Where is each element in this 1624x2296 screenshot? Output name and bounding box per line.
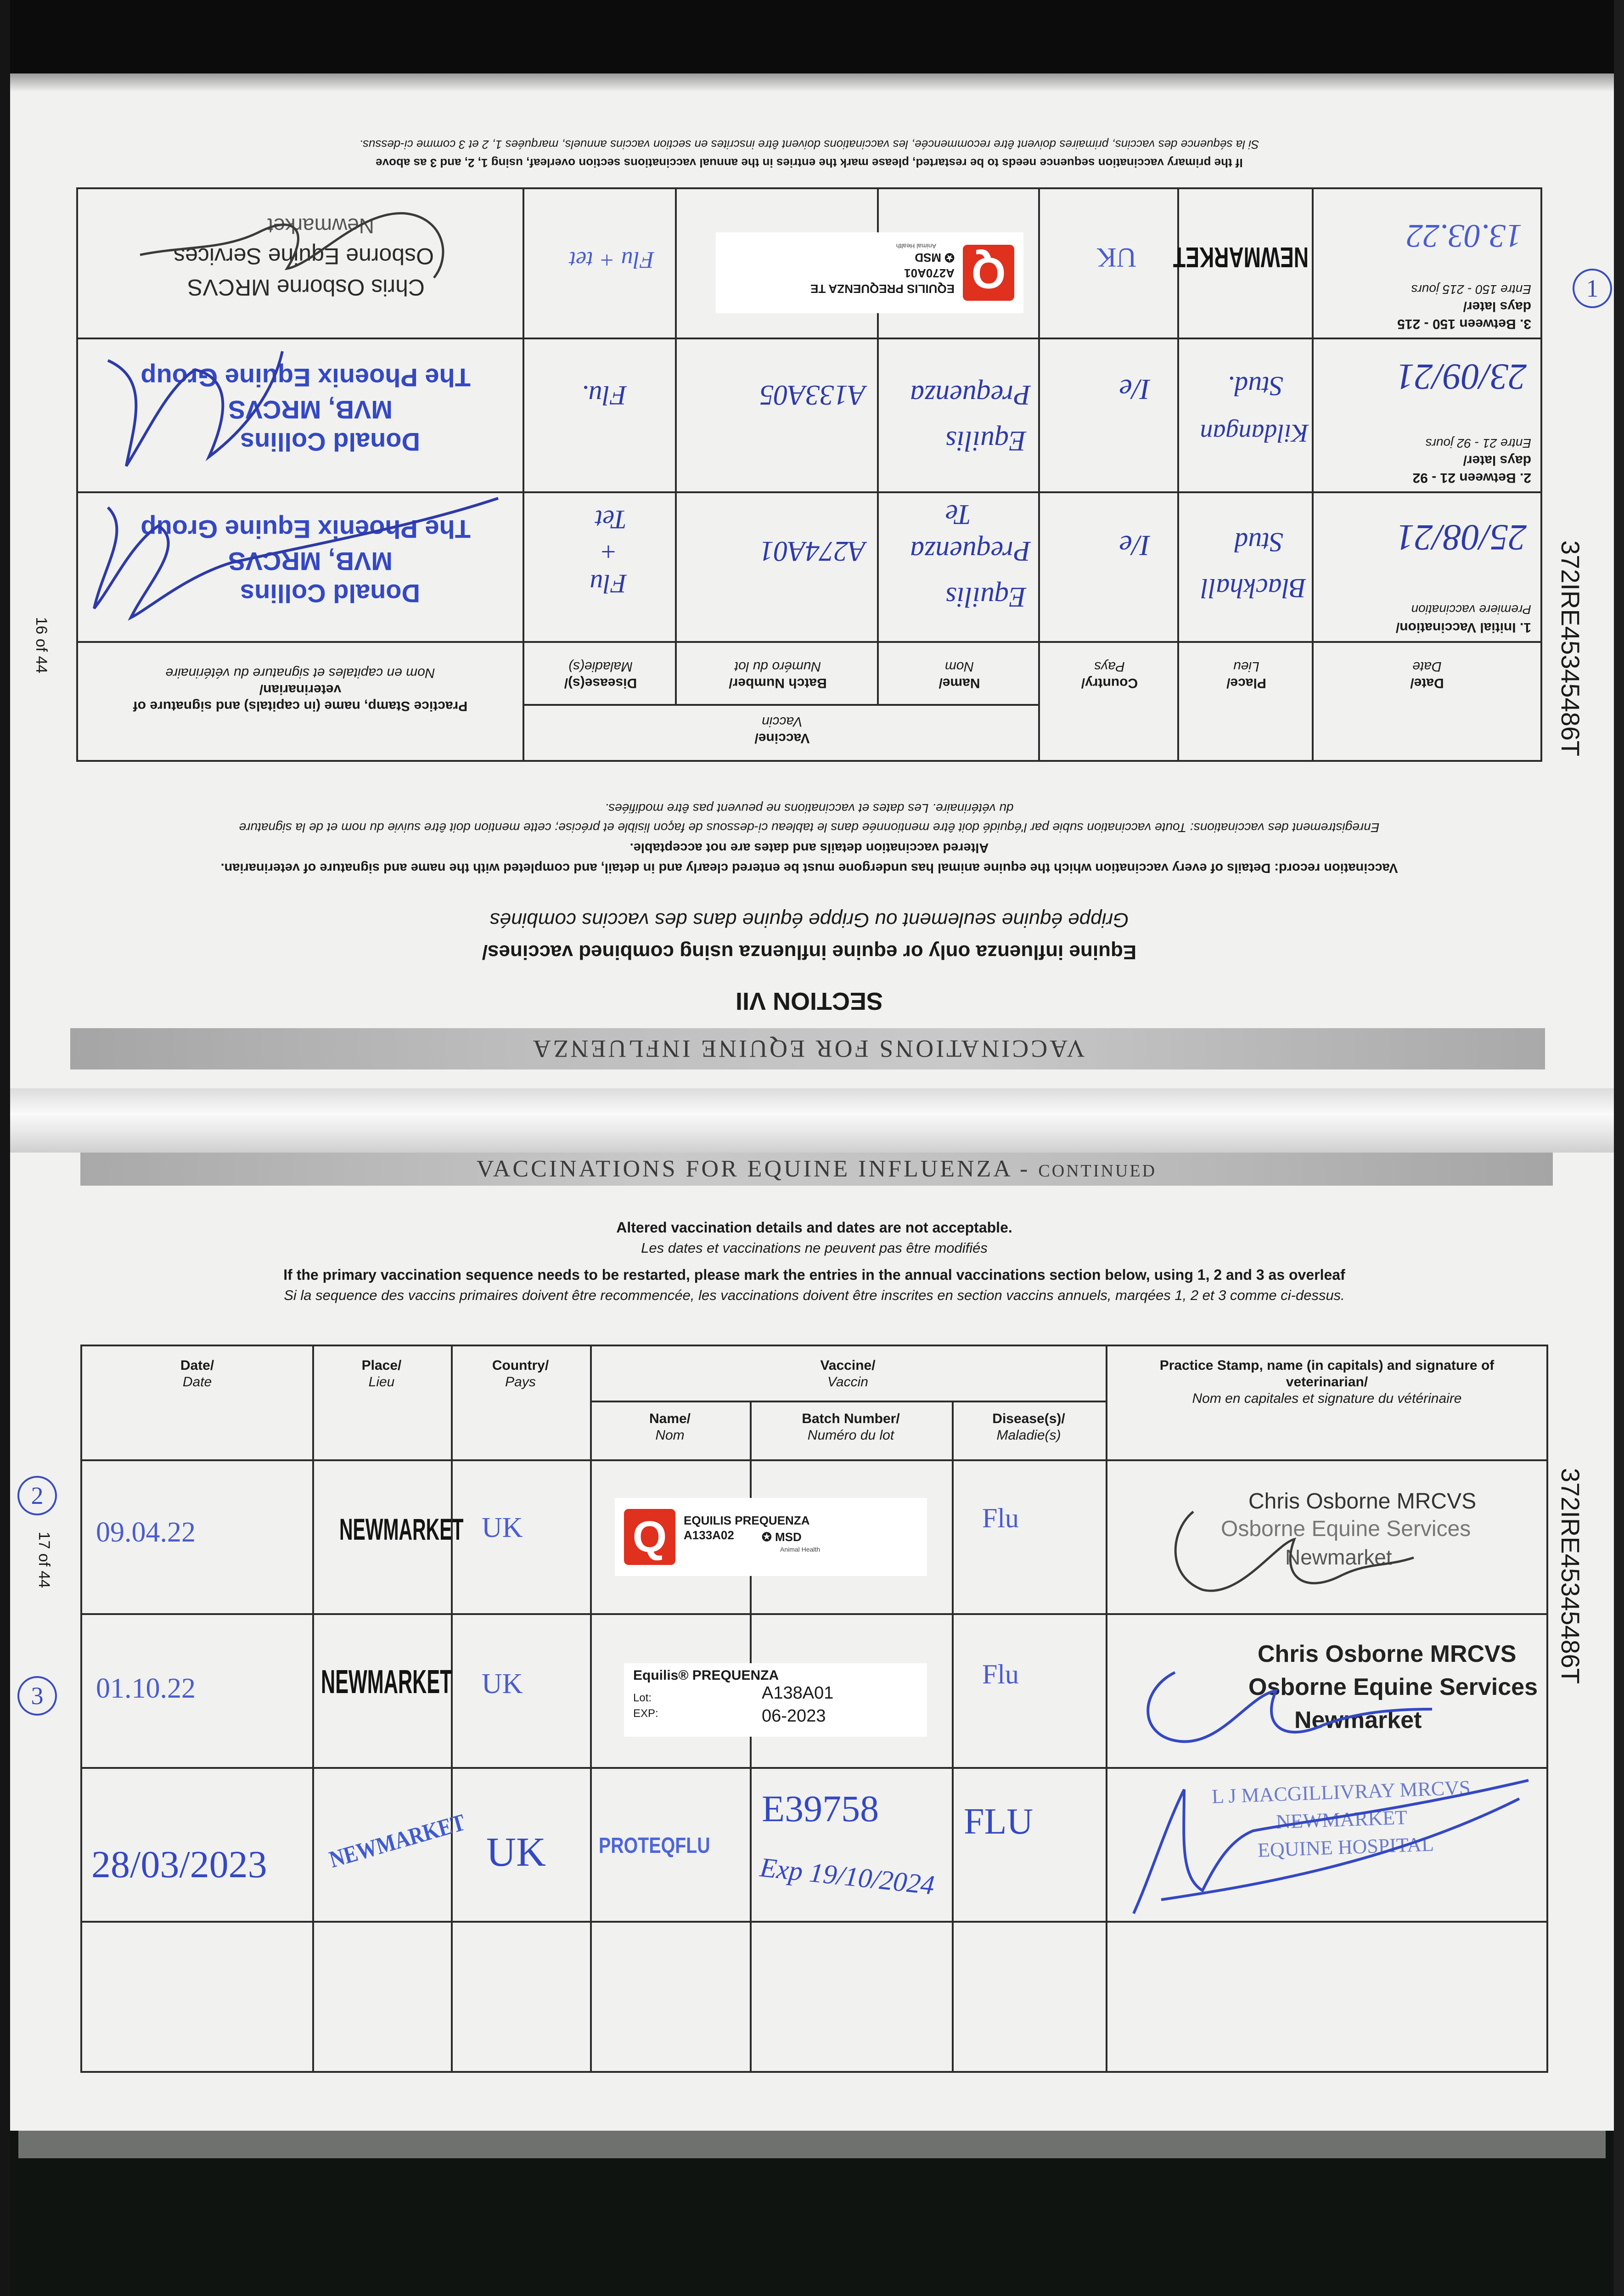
date-2: 23/09/21	[1396, 356, 1527, 397]
vaccine-3-stamp: PROTEQFLU	[599, 1834, 710, 1858]
signature	[85, 195, 461, 319]
country-3: UK	[1096, 242, 1136, 273]
header-country: Country/ Pays	[1081, 659, 1138, 691]
q-logo-icon: Q	[624, 1509, 675, 1565]
header-disease: Disease(s)/ Maladie(s)	[992, 1411, 1065, 1443]
page-number-17: 17 of 44	[35, 1531, 53, 1588]
date-1: 25/08/21	[1396, 517, 1527, 557]
marker-3: 3	[17, 1676, 57, 1716]
page-number-16: 16 of 44	[33, 617, 50, 674]
scan-edge-top	[0, 0, 1624, 73]
header-practice: Practice Stamp, name (in capitals) and signature of veterinarian/ Nom en capitales et signature du vétérinaire	[1159, 1358, 1495, 1406]
vet-stamp-2-name: Chris Osborne MRCVS	[1258, 1641, 1517, 1667]
vet-stamp-1-name: Donald Collins	[240, 579, 420, 608]
sticker-batch: A138A01	[762, 1683, 834, 1703]
disease-1a: Flu	[590, 569, 627, 599]
disease-2: Flu	[982, 1659, 1019, 1689]
row-label-initial: 1. Initial Vaccination/	[1395, 620, 1531, 635]
header-batch: Batch Number/ Numéro du lot	[729, 659, 827, 691]
row-label-second-days: days later/	[1463, 453, 1531, 468]
footer-fr: Si la séquence des vaccins, primaires doivent être recommencée, les vaccinations doivent être inscrites en section vaccins annuels, marquées 1, 2 et 3 comme ci-dessus.	[359, 138, 1259, 152]
date-2: 01.10.22	[96, 1673, 196, 1704]
batch-2: A133A05	[759, 379, 865, 411]
header-date: Date/ Date	[1410, 659, 1444, 691]
sticker-lot-label: Lot:	[633, 1692, 652, 1704]
q-logo-icon: Q	[963, 245, 1014, 301]
vet-stamp-3-town: Newmarket	[267, 214, 374, 238]
vet-stamp-3-town: NEWMARKET	[1276, 1806, 1408, 1833]
country-2: UK	[482, 1668, 523, 1699]
row-label-third: 3. Between 150 - 215	[1397, 316, 1531, 332]
msd-logo-icon: ✪ MSD	[762, 1530, 802, 1544]
place-1a: Blackhall	[1201, 573, 1306, 603]
page-fold	[10, 1088, 1614, 1153]
vet-stamp-3-practice: Osborne Equine Services	[174, 243, 434, 269]
page17-banner: VACCINATIONS FOR EQUINE INFLUENZA - CONTINUED	[80, 1153, 1553, 1186]
disease-2: Flu.	[581, 380, 627, 411]
disease-1b: +	[599, 537, 618, 567]
subtitle-fr: Grippe équine seulement ou Grippe équine dans des vaccins combinés	[489, 909, 1129, 931]
header-batch: Batch Number/ Numéro du lot	[802, 1411, 900, 1443]
batch-1: A274A01	[759, 535, 865, 567]
restart-fr: Si la sequence des vaccins primaires doivent être recommencée, les vaccinations doivent être inscrites en section vaccins annuels, marqées 1, 2 et 3 comme ci-dessus.	[284, 1287, 1345, 1303]
header-vaccine: Vaccine/ Vaccin	[754, 714, 810, 746]
vet-stamp-1-town: Newmarket	[1285, 1545, 1392, 1569]
footer-en: If the primary vaccination sequence needs to be restarted, please mark the entries in the annual vaccinations section overleaf, using 1, 2, and 3 as above	[376, 156, 1243, 170]
header-vaccine: Vaccine/ Vaccin	[820, 1358, 876, 1390]
signature	[76, 489, 507, 636]
batch-3: E39758	[762, 1788, 879, 1829]
vet-stamp-1-practice: Osborne Equine Services	[1221, 1517, 1471, 1541]
msd-subtitle: Animal Health	[780, 1546, 820, 1553]
country-1: UK	[482, 1512, 523, 1543]
place-1-stamp: NEWMARKET	[339, 1512, 464, 1546]
serial-number-top: 372IRE45345486T	[1556, 540, 1585, 757]
header-date: Date/ Date	[180, 1358, 214, 1390]
vaccine-1a: Equilis	[945, 581, 1026, 613]
vaccine-sticker	[716, 232, 1023, 313]
place-1b: Stud	[1234, 527, 1283, 557]
vaccine-1c: Te	[945, 499, 971, 530]
country-3: UK	[486, 1829, 546, 1875]
signature	[1129, 1484, 1423, 1608]
sticker-expiry: 06-2023	[762, 1706, 826, 1726]
vet-stamp-2-name: Donald Collins	[240, 428, 420, 456]
header-place: Place/ Lieu	[361, 1358, 402, 1390]
vet-stamp-3-name: L J MACGILLIVRAY MRCVS	[1211, 1776, 1471, 1808]
vet-stamp-3-name: Chris Osborne MRCVS	[187, 275, 425, 300]
row-label-second: 2. Between 21 - 92	[1412, 470, 1531, 485]
signature	[90, 342, 301, 484]
vet-stamp-2-town: Newmarket	[1294, 1707, 1422, 1733]
place-2a: Kildangan	[1200, 419, 1309, 447]
country-1: I/e	[1119, 529, 1150, 562]
row-label-third-fr: Entre 150 - 215 jours	[1411, 282, 1531, 297]
vet-stamp-2-qual: MVB, MRCVS	[228, 395, 393, 424]
disease-1: Flu	[982, 1503, 1019, 1533]
marker-1: 1	[1573, 269, 1612, 308]
annual-vaccination-table	[80, 1345, 1548, 2073]
vaccine-2a: Equilis	[945, 425, 1026, 456]
vaccine-2b: Prequenza	[910, 379, 1031, 411]
vaccine-1b: Prequenza	[910, 535, 1031, 567]
sticker-name: EQUILIS PREQUENZA TE	[810, 282, 955, 296]
vet-stamp-2-practice: Osborne Equine Services	[1248, 1674, 1538, 1700]
restart-en: If the primary vaccination sequence needs to be restarted, please mark the entries in the annual vaccinations section below, using 1, 2 and 3 as overleaf	[283, 1266, 1345, 1283]
header-country: Country/ Pays	[492, 1358, 549, 1390]
vaccine-sticker	[624, 1663, 927, 1737]
place-2-stamp: NEWMARKET	[321, 1664, 452, 1700]
place-3-stamp: NEWMARKET	[1173, 241, 1309, 273]
disease-3: FLU	[964, 1801, 1034, 1842]
sticker-name: Equilis® PREQUENZA	[633, 1668, 779, 1683]
sticker-name: EQUILIS PREQUENZA	[684, 1514, 810, 1527]
date-3: 13.03.22	[1406, 218, 1522, 254]
place-2b: Stud.	[1227, 371, 1283, 401]
vet-stamp-1-practice: The Phoenix Equine Group	[140, 515, 471, 544]
expiry-3: Exp 19/10/2024	[758, 1851, 936, 1901]
header-disease: Disease(s)/ Maladie(s)	[564, 659, 637, 691]
disease-1c: Tet	[595, 505, 627, 535]
primary-vaccination-table	[76, 187, 1542, 762]
date-1: 09.04.22	[96, 1517, 196, 1548]
vet-stamp-2-practice: The Phoenix Equine Group	[140, 363, 471, 392]
header-practice: Practice Stamp, name (in capitals) and signature of veterinarian/ Nom en capitales et signature du vétérinaire	[133, 665, 468, 714]
vaccine-sticker	[615, 1498, 927, 1576]
sticker-batch: A133A02	[684, 1528, 734, 1542]
header-place: Place/ Lieu	[1226, 659, 1266, 691]
country-2: I/e	[1119, 373, 1150, 406]
row-label-second-fr: Entre 21 - 92 jours	[1425, 436, 1531, 450]
sticker-batch: A270A01	[904, 266, 955, 280]
notice-fr: Les dates et vaccinations ne peuvent pas être modifiés	[641, 1240, 988, 1256]
page16-banner: VACCINATIONS FOR EQUINE INFLUENZA	[70, 1028, 1545, 1069]
disease-3: Flu + tet	[569, 247, 654, 273]
notice-en: Altered vaccination details and dates are not acceptable.	[616, 1219, 1012, 1236]
signature	[1111, 1640, 1478, 1760]
page-cover-edge	[18, 2131, 1606, 2158]
sticker-exp-label: EXP:	[633, 1707, 658, 1720]
vet-stamp-1-qual: MVB, MRCVS	[228, 547, 393, 576]
row-label-initial-fr: Premiere vaccination	[1411, 602, 1531, 617]
record-altered: Altered vaccination details and dates are not acceptable.	[629, 840, 989, 855]
record-fr-2: du vétérinaire. Les dates et vaccinations ne peuvent pas être modifiées.	[605, 801, 1014, 816]
record-en: Vaccination record: Details of every vaccination which the equine animal has undergone must be entered clearly and in detail, and completed with the name and signature of veterinarian.	[220, 861, 1398, 875]
record-fr-1: Enregistrement des vaccinations: Toute vaccination subie par l'équidé doit être mentionnée dans le tableau ci-dessous de façon lisible et précise; cette mention doit être suivie du nom et de la signature	[239, 821, 1380, 835]
date-3: 28/03/2023	[91, 1843, 267, 1886]
marker-2: 2	[17, 1476, 57, 1515]
vet-stamp-1-name: Chris Osborne MRCVS	[1248, 1489, 1477, 1514]
row-label-third-days: days later/	[1463, 299, 1531, 314]
vet-stamp-3-practice: EQUINE HOSPITAL	[1257, 1833, 1434, 1862]
header-name: Name/ Nom	[649, 1411, 691, 1443]
signature	[1115, 1771, 1547, 1918]
subtitle-en: Equine influenza only or equine influenza using combined vaccines/	[482, 941, 1137, 963]
place-3-stamp: NEWMARKET	[326, 1809, 468, 1873]
msd-subtitle: Animal Health	[896, 242, 936, 250]
header-name: Name/ Nom	[938, 659, 980, 691]
msd-logo-icon: ✪ MSD	[915, 251, 955, 264]
page-16-rotated	[0, 73, 1624, 1091]
section-title: SECTION VII	[735, 987, 883, 1015]
serial-number-bottom: 372IRE45345486T	[1556, 1468, 1585, 1684]
